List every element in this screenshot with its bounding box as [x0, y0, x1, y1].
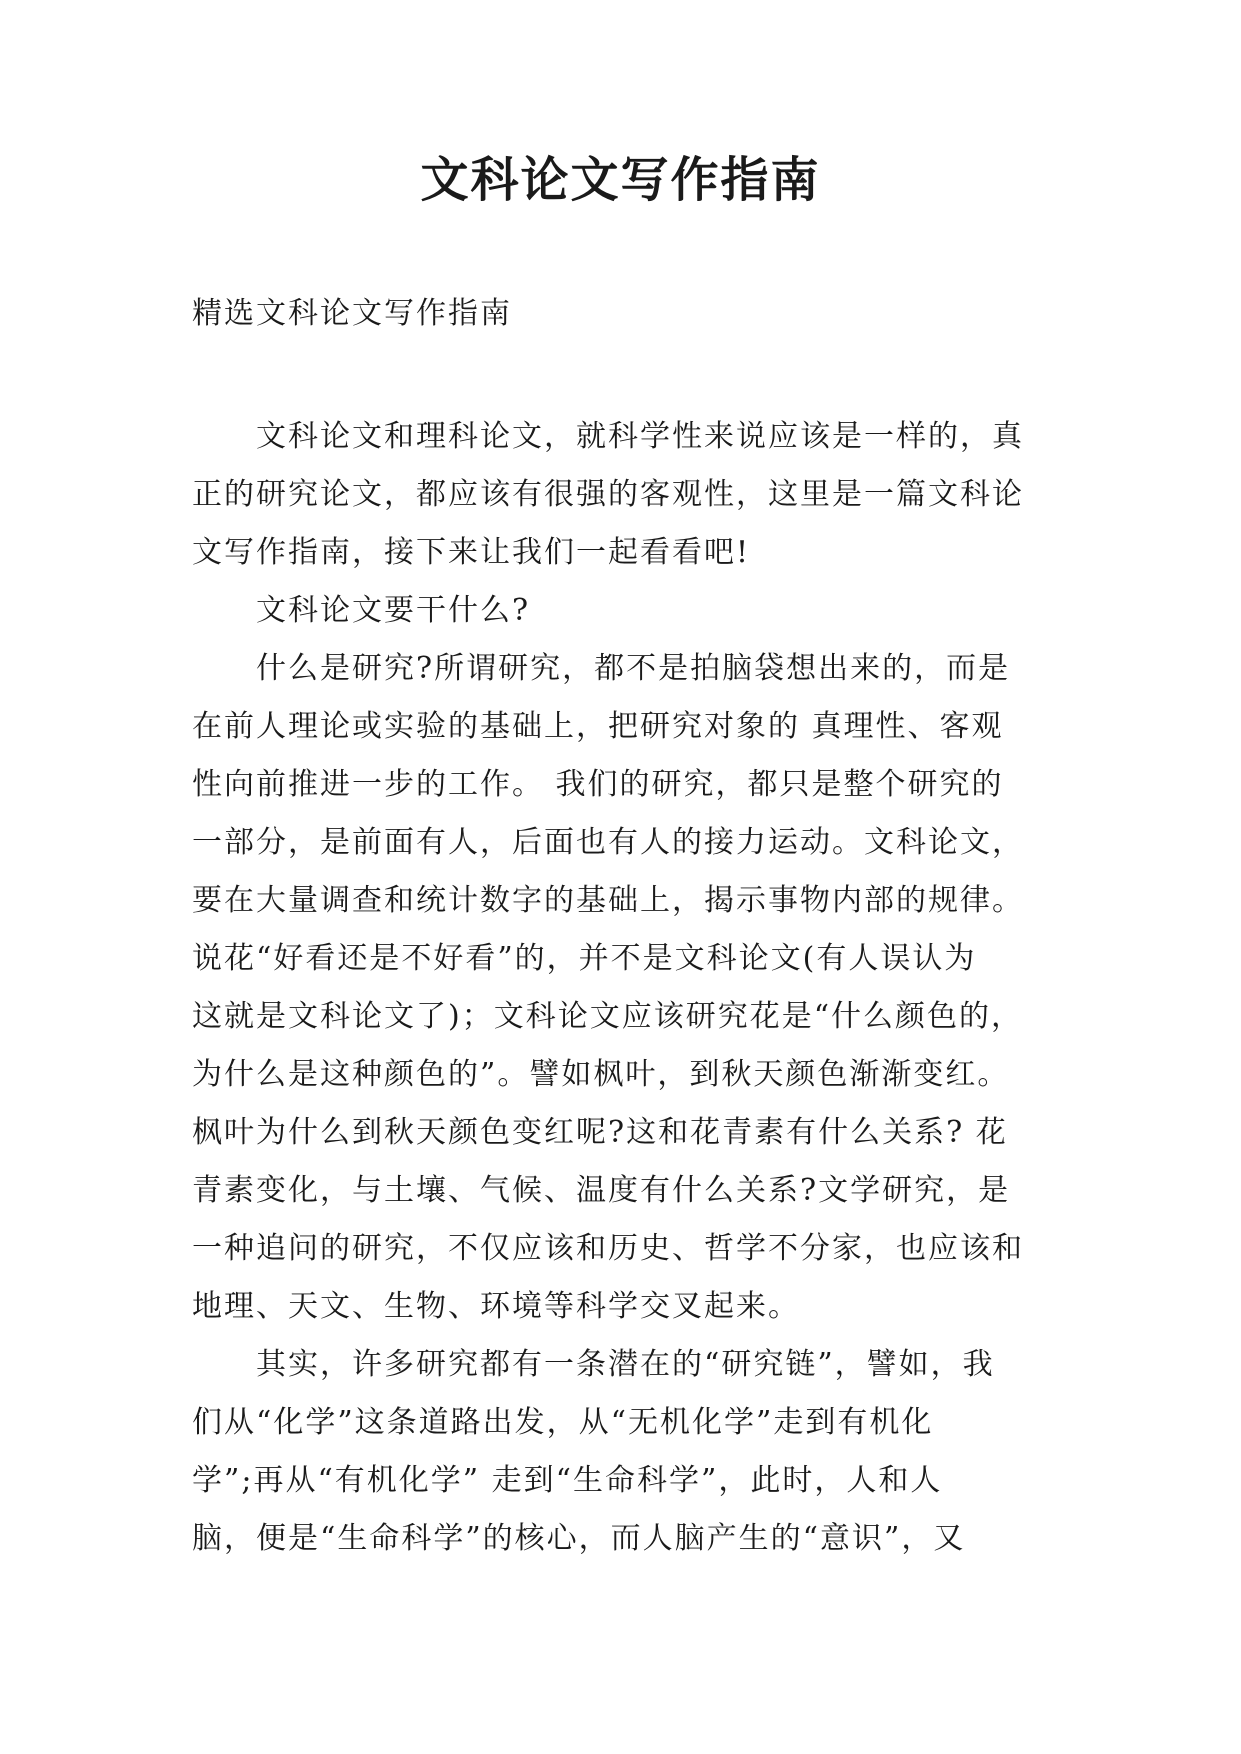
- text-line: 青素变化，与土壤、气候、温度有什么关系?文学研究，是: [192, 1173, 1011, 1208]
- text-line: 一部分，是前面有人，后面也有人的接力运动。文科论文，: [192, 825, 1024, 860]
- text-line: 学”;再从“有机化学” 走到“生命科学”，此时，人和人: [192, 1463, 943, 1498]
- paragraph: [192, 408, 1092, 582]
- text-line: 地理、天文、生物、环境等科学交叉起来。: [192, 1289, 800, 1324]
- text-line: 要在大量调查和统计数字的基础上，揭示事物内部的规律。: [192, 883, 1024, 918]
- paragraph: [192, 640, 1092, 1336]
- text-line: 这就是文科论文了)；文科论文应该研究花是“什么颜色的，: [192, 999, 1024, 1034]
- document-subtitle: 精选文科论文写作指南: [192, 296, 512, 331]
- text-line: 们从“化学”这条道路出发，从“无机化学”走到有机化: [192, 1405, 934, 1440]
- paragraph: [192, 1336, 1092, 1568]
- document-title: 文科论文写作指南: [420, 152, 821, 208]
- text-line: 为什么是这种颜色的”。譬如枫叶，到秋天颜色渐渐变红。: [192, 1057, 1010, 1092]
- text-line: 一种追问的研究，不仅应该和历史、哲学不分家，也应该和: [192, 1231, 1024, 1266]
- text-line: 文科论文和理科论文，就科学性来说应该是一样的，真: [192, 419, 1024, 454]
- text-line: 枫叶为什么到秋天颜色变红呢?这和花青素有什么关系? 花: [192, 1115, 1008, 1150]
- text-line: 脑，便是“生命科学”的核心，而人脑产生的“意识”，又: [192, 1521, 966, 1556]
- text-line: 文科论文要干什么?: [192, 593, 531, 628]
- text-line: 正的研究论文，都应该有很强的客观性，这里是一篇文科论: [192, 477, 1024, 512]
- document-body: [192, 408, 1092, 1568]
- text-line: 性向前推进一步的工作。 我们的研究，都只是整个研究的: [192, 767, 1004, 802]
- text-line: 说花“好看还是不好看”的，并不是文科论文(有人误认为: [192, 941, 977, 976]
- text-line: 在前人理论或实验的基础上，把研究对象的 真理性、客观: [192, 709, 1004, 744]
- paragraph: [192, 582, 1092, 640]
- text-line: 什么是研究?所谓研究，都不是拍脑袋想出来的，而是: [192, 651, 1011, 686]
- text-line: 其实，许多研究都有一条潜在的“研究链”，譬如，我: [192, 1347, 995, 1382]
- text-line: 文写作指南，接下来让我们一起看看吧!: [192, 535, 751, 570]
